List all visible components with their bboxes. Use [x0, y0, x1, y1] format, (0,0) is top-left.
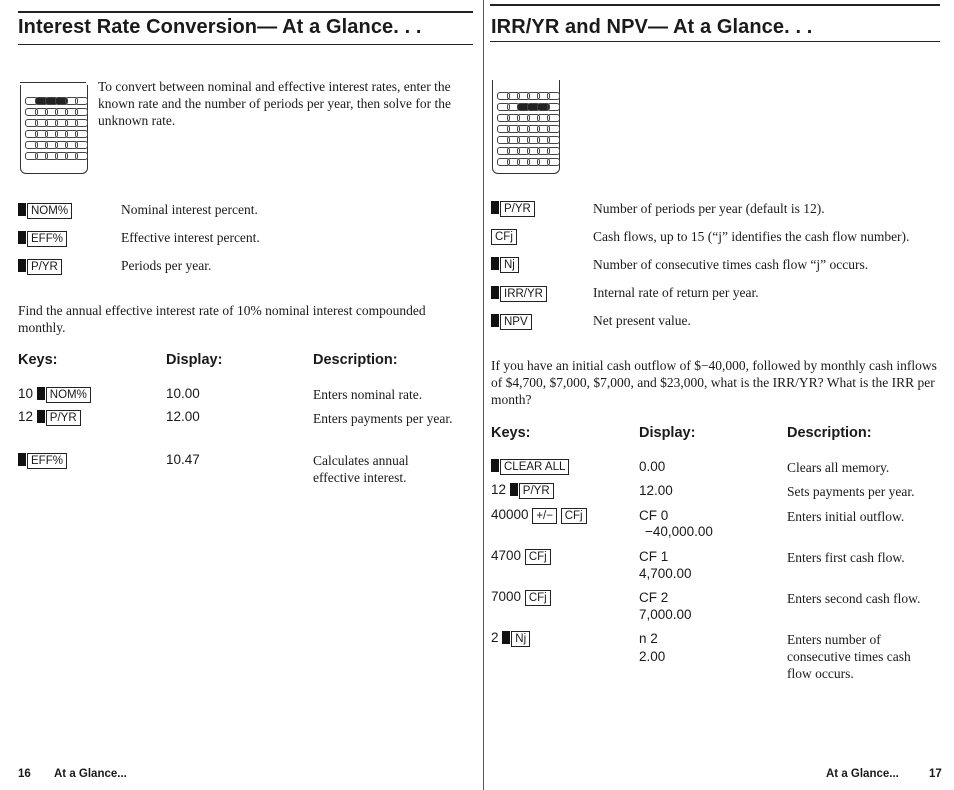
calculator-top-edge-left [20, 82, 86, 83]
header-keys-left: Keys: [18, 352, 58, 368]
key-prefix: 2 [491, 630, 499, 645]
key-label: P/YR [519, 483, 554, 499]
footer-text-left: At a Glance... [54, 768, 127, 780]
top-rule-right [490, 4, 940, 6]
key-npv: NPV [500, 314, 532, 330]
page-number-right: 17 [929, 768, 942, 780]
display-cell-value: 4,700.00 [639, 566, 692, 581]
description-cell: Calculates annual effective interest. [313, 453, 409, 485]
key-cfj: CFj [491, 229, 517, 245]
calculator-key-icon [547, 147, 560, 155]
description-cell: Enters number of consecutive times cash flow occurs. [787, 632, 911, 681]
key-label: CFj [561, 508, 587, 524]
display-cell: CF 0 [639, 508, 669, 523]
calculator-key-icon [547, 125, 560, 133]
key-label: CFj [525, 549, 551, 565]
keys-cell [18, 451, 67, 469]
def-key-npv [491, 312, 532, 330]
header-keys-right: Keys: [491, 425, 531, 441]
calculator-key-icon [75, 97, 88, 105]
shift-key-icon [37, 387, 45, 400]
calculator-key-icon [75, 119, 88, 127]
display-cell-value: 2.00 [639, 649, 666, 664]
description-cell: Enters payments per year. [313, 411, 453, 426]
shift-key-icon [37, 410, 45, 423]
key-label: CLEAR ALL [500, 459, 569, 475]
display-cell: 12.00 [639, 483, 673, 498]
key-prefix: 12 [491, 482, 507, 497]
keys-cell [491, 457, 569, 475]
header-display-right: Display: [639, 425, 696, 441]
keys-cell [18, 385, 91, 403]
keys-cell [18, 408, 81, 426]
calculator-key-icon [75, 108, 88, 116]
footer-text-right: At a Glance... [826, 768, 899, 780]
key-irr: IRR/YR [500, 286, 547, 302]
shift-key-icon [491, 314, 499, 327]
key-label: P/YR [46, 410, 81, 426]
description-cell: Enters initial outflow. [787, 509, 905, 524]
key-nom: NOM% [27, 203, 72, 219]
def-desc-pyr: Number of periods per year (default is 12). [593, 201, 825, 216]
def-key-cfj [491, 227, 517, 245]
description-cell: Enters second cash flow. [787, 591, 921, 606]
description-cell: Clears all memory. [787, 460, 890, 475]
calculator-key-icon [75, 152, 88, 160]
calculator-key-icon [547, 103, 560, 111]
shift-key-icon [491, 286, 499, 299]
calculator-key-icon [547, 114, 560, 122]
keys-cell [491, 629, 530, 647]
display-cell: 12.00 [166, 409, 200, 424]
page-title-right: IRR/YR and NPV— At a Glance. . . [491, 16, 813, 38]
shift-key-icon [18, 453, 26, 466]
description-cell: Sets payments per year. [787, 484, 915, 499]
header-description-right: Description: [787, 425, 872, 441]
display-cell: CF 2 [639, 590, 669, 605]
shift-key-icon [18, 203, 26, 216]
key-label: CFj [525, 590, 551, 606]
shift-key-icon [491, 257, 499, 270]
problem-text-left: Find the annual effective interest rate of 10% nominal interest compounded monthly. [18, 303, 426, 335]
key-eff: EFF% [27, 231, 67, 247]
display-cell: 10.47 [166, 452, 200, 467]
def-key-irr [491, 284, 547, 302]
display-cell: n 2 [639, 631, 658, 646]
key-prefix: 40000 [491, 507, 529, 522]
key-label: Nj [511, 631, 530, 647]
top-rule-left [18, 11, 473, 13]
def-key-nj [491, 255, 519, 273]
def-key-pyr [491, 199, 535, 217]
def-desc-nom: Nominal interest percent. [121, 202, 258, 217]
display-cell: CF 1 [639, 549, 669, 564]
keys-cell [491, 506, 587, 524]
header-display-left: Display: [166, 352, 223, 368]
calculator-illustration-right [492, 80, 560, 174]
def-key-eff [18, 229, 67, 247]
def-desc-eff: Effective interest percent. [121, 230, 260, 245]
description-cell: Enters nominal rate. [313, 387, 423, 402]
def-key-nom [18, 201, 72, 219]
shift-key-icon [18, 259, 26, 272]
display-cell-value: −40,000.00 [645, 524, 713, 539]
display-cell: 10.00 [166, 386, 200, 401]
key-prefix: 7000 [491, 589, 522, 604]
shift-key-icon [502, 631, 510, 644]
def-desc-irr: Internal rate of return per year. [593, 285, 759, 300]
def-desc-npv: Net present value. [593, 313, 691, 328]
page-divider [483, 0, 484, 790]
calculator-key-icon [547, 136, 560, 144]
key-prefix: 4700 [491, 548, 522, 563]
title-rule-left [18, 44, 473, 45]
display-cell-value: 7,000.00 [639, 607, 692, 622]
calculator-key-icon [75, 141, 88, 149]
key-label: EFF% [27, 453, 67, 469]
def-desc-cfj: Cash flows, up to 15 (“j” identifies the cash flow number). [593, 229, 910, 244]
calculator-key-icon [75, 130, 88, 138]
keys-cell [491, 588, 551, 606]
key-prefix: 10 [18, 386, 34, 401]
calculator-key-icon [547, 92, 560, 100]
shift-key-icon [18, 231, 26, 244]
description-cell: Enters first cash flow. [787, 550, 905, 565]
key-pyr: P/YR [500, 201, 535, 217]
key-nj: Nj [500, 257, 519, 273]
header-description-left: Description: [313, 352, 398, 368]
def-key-pyr [18, 257, 62, 275]
problem-text-right: If you have an initial cash outflow of $−40,000, followed by monthly cash inflows of $4,700, $7,000, $7,000, and $23,000, what is the IRR/YR? What is the IRR per month? [491, 358, 937, 407]
calculator-illustration-left [20, 85, 88, 174]
key-pyr: P/YR [27, 259, 62, 275]
intro-text-left: To convert between nominal and effective interest rates, enter the known rate and the number of periods per year, then solve for the unknown rate. [98, 79, 451, 128]
key-label: NOM% [46, 387, 91, 403]
shift-key-icon [491, 201, 499, 214]
display-cell: 0.00 [639, 459, 666, 474]
def-desc-nj: Number of consecutive times cash flow “j” occurs. [593, 257, 869, 272]
page-title-left: Interest Rate Conversion— At a Glance. . . [18, 16, 422, 38]
keys-cell [491, 481, 554, 499]
calculator-key-icon [547, 158, 560, 166]
key-prefix: 12 [18, 409, 34, 424]
title-rule-right [490, 41, 940, 42]
def-desc-pyr: Periods per year. [121, 258, 212, 273]
key-label: +/− [532, 508, 557, 524]
shift-key-icon [491, 459, 499, 472]
page-number-left: 16 [18, 768, 31, 780]
shift-key-icon [510, 483, 518, 496]
keys-cell [491, 547, 551, 565]
